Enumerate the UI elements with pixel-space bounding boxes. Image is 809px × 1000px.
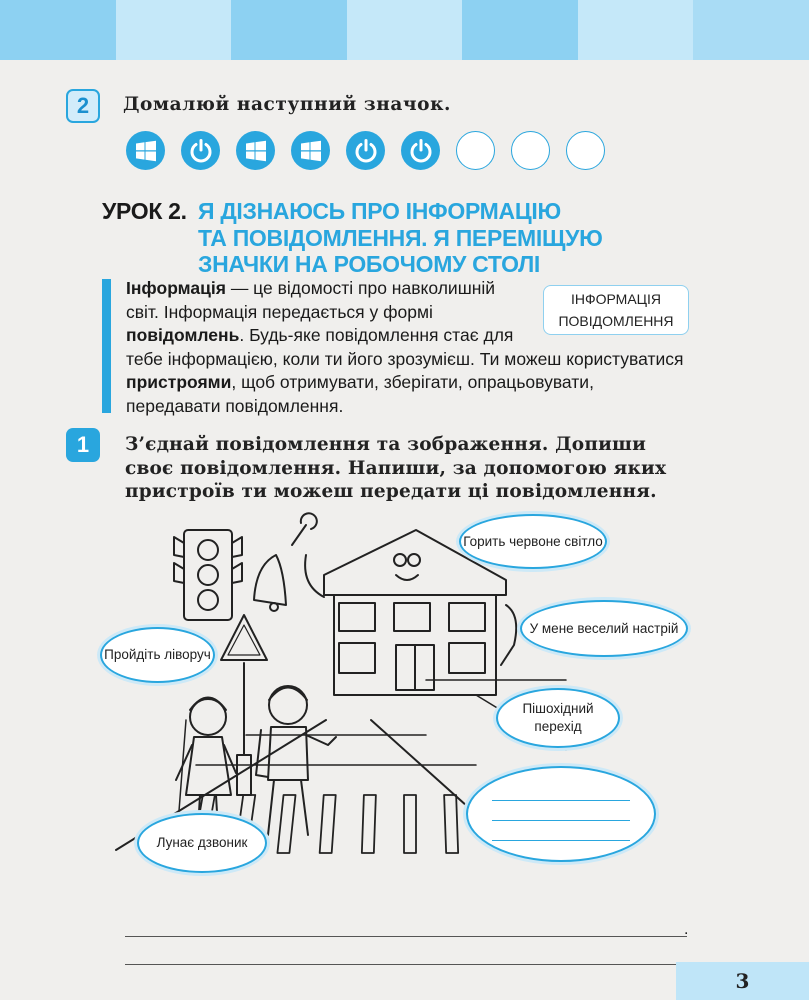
bubble-write-line[interactable] (492, 821, 630, 841)
key-term: ПОВІДОМЛЕННЯ (558, 313, 674, 329)
empty-circle-slot[interactable] (511, 131, 550, 170)
bubble-red-light[interactable]: Горить червоне світло (459, 514, 607, 569)
theory-accent-bar (102, 279, 111, 413)
traffic-light (174, 530, 242, 620)
bubble-write-line[interactable] (492, 787, 630, 801)
term-messages: повідомлень (126, 325, 240, 345)
theory-text-part: — це відомості про навколишній світ. Інформація передається у формі (126, 278, 496, 322)
task-1-instruction: З’єднай повідомлення та зображення. Допиши своє повідомлення. Напиши, за допомогою яких пристроїв ти можеш передати ці повідомлення. (125, 434, 667, 502)
lesson-title-line: ЗНАЧКИ НА РОБОЧОМУ СТОЛІ (198, 251, 541, 277)
answer-line[interactable] (125, 909, 687, 937)
band-segment (578, 0, 694, 60)
bubble-crosswalk[interactable]: Пішохідний перехід (496, 688, 620, 748)
girl-figure (176, 698, 236, 831)
pedestrian-road-sign (221, 615, 267, 795)
band-segment (347, 0, 463, 60)
lesson-title-line: ТА ПОВІДОМЛЕННЯ. Я ПЕРЕМІЩУЮ (198, 224, 603, 251)
windows-logo-icon (126, 131, 165, 170)
band-segment (231, 0, 347, 60)
power-icon (181, 131, 220, 170)
power-icon (401, 131, 440, 170)
empty-circle-slot[interactable] (566, 131, 605, 170)
task-2-number-badge: 2 (66, 89, 100, 123)
lesson-title-line: Я ДІЗНАЮСЬ ПРО ІНФОРМАЦІЮ (198, 198, 561, 224)
task-1-number-badge: 1 (66, 428, 100, 462)
empty-circle-slot[interactable] (456, 131, 495, 170)
band-segment (693, 0, 809, 60)
band-segment (116, 0, 232, 60)
term-information: Інформація (126, 278, 226, 298)
bubble-go-left[interactable]: Пройдіть ліворуч (100, 627, 215, 683)
theory-text-part: . Будь-яке повідомлення стає для тебе інформацією, коли ти його зрозумієш. Ти можеш користуватися (126, 325, 684, 369)
header-band (0, 0, 809, 60)
lesson-label: УРОК 2. (102, 198, 187, 224)
theory-text (126, 277, 692, 418)
bubble-own-message[interactable] (466, 766, 656, 862)
band-segment (462, 0, 578, 60)
page-number: 3 (676, 962, 809, 1000)
windows-logo-icon (291, 131, 330, 170)
bubble-happy-mood[interactable]: У мене веселий настрій (520, 600, 688, 657)
term-devices: пристроями (126, 372, 232, 392)
bubble-write-line[interactable] (492, 801, 630, 821)
windows-logo-icon (236, 131, 275, 170)
answer-area[interactable] (125, 909, 687, 965)
answer-line[interactable] (125, 937, 687, 965)
power-icon (346, 131, 385, 170)
task-2-instruction: Домалюй наступний значок. (123, 94, 452, 115)
boy-figure (256, 686, 336, 835)
answer-end-dot: . (684, 921, 689, 938)
icon-sequence-row (126, 131, 605, 170)
school-bell (254, 513, 317, 611)
band-segment (0, 0, 116, 60)
theory-text-part: , щоб отримувати, зберігати, опрацьовувати, передавати повідомлення. (126, 372, 594, 416)
lesson-title (198, 198, 603, 278)
key-terms-box (543, 285, 689, 335)
key-term: ІНФОРМАЦІЯ (570, 291, 662, 307)
bubble-bell-rings[interactable]: Лунає дзвоник (137, 813, 267, 873)
